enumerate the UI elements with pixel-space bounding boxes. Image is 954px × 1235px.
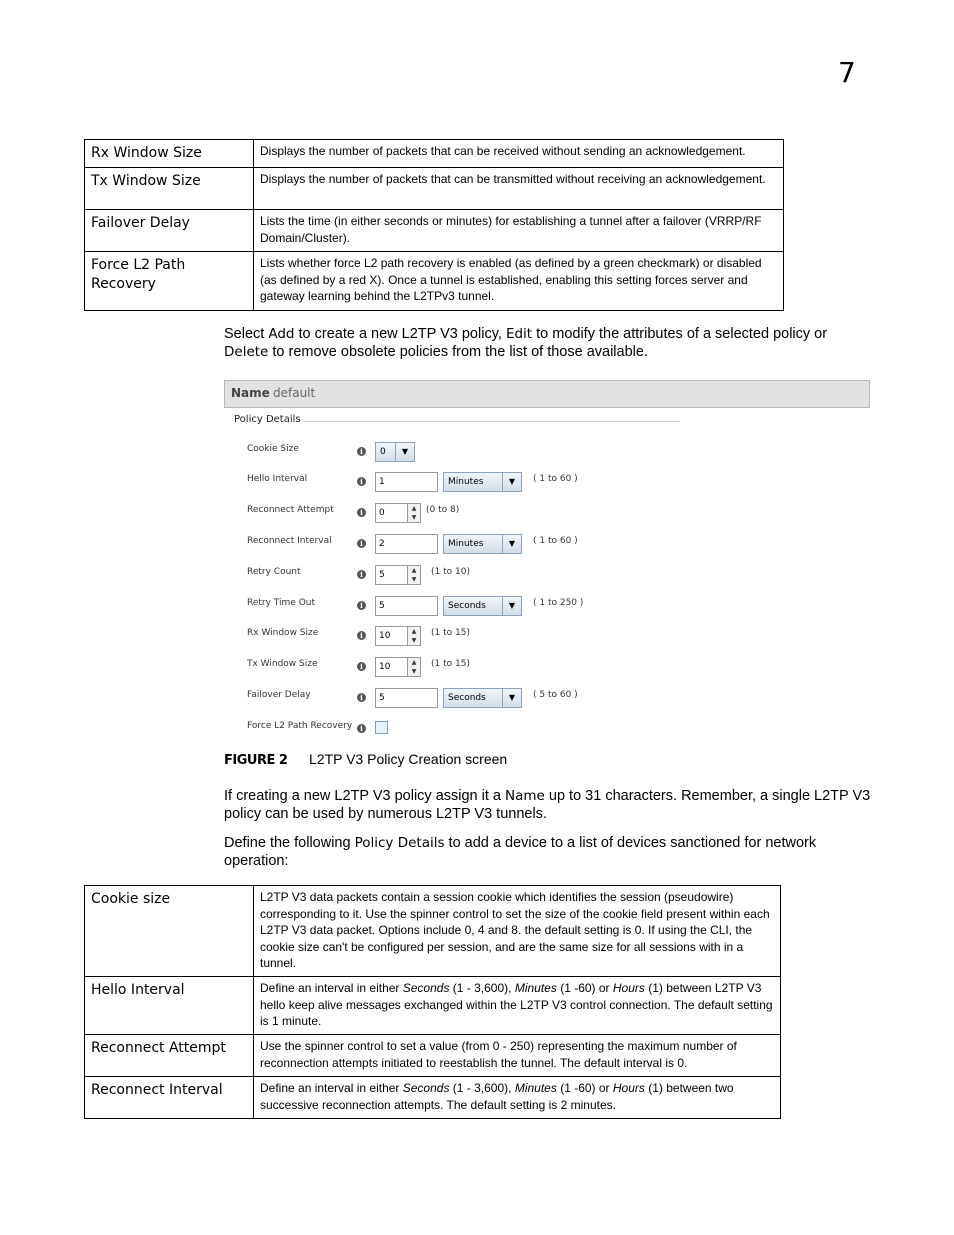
desc-cell: Lists whether force L2 path recovery is enabled (as defined by a green checkmark) or disabled (as defined by a red X). Once a tunnel is established, enabling this setting forces server and gateway learning behind the L2TPv3 tunnel. [254,252,784,311]
retry-time-out-unit-select[interactable] [443,596,522,616]
figure-caption [224,751,508,768]
reconnect-interval-unit-select[interactable] [443,534,522,554]
intro-paragraph [224,325,854,361]
table-row [85,977,781,1035]
hours-term: Hours [612,981,645,995]
seconds-term: Seconds [402,981,450,995]
info-icon[interactable]: i [357,508,366,517]
desc-cell: Displays the number of packets that can be received without sending an acknowledgement. [254,140,784,168]
force-l2-path-recovery-row [224,718,870,740]
text: (1 -60) or [556,981,613,995]
spinner-control[interactable] [407,565,421,585]
info-icon[interactable]: i [357,693,366,702]
minutes-term: Minutes [514,1081,557,1095]
text: If creating a new L2TP V3 policy assign it a [224,788,506,804]
field-label: Cookie Size [247,444,299,454]
field-label: Retry Count [247,567,301,577]
spin-down-icon[interactable]: ▼ [411,576,417,583]
term-cell: Rx Window Size [85,140,254,168]
term-cell: Reconnect Interval [85,1077,254,1119]
range-hint: ( 1 to 60 ) [533,474,578,484]
text: to create a new L2TP V3 policy, [294,326,506,342]
reconnect-interval-row [224,533,870,555]
spin-up-icon[interactable]: ▲ [411,659,417,666]
cookie-size-select[interactable] [375,442,415,462]
table-row [85,886,781,977]
figure-number: FIGURE 2 [224,753,288,768]
info-icon[interactable]: i [357,601,366,610]
spin-up-icon[interactable]: ▲ [411,628,417,635]
hello-interval-unit-select[interactable] [443,472,522,492]
text: to add a device to a list of devices sanctioned for network operation: [224,835,817,869]
spinner-control[interactable] [407,657,421,677]
name-keyword: Name [505,788,545,804]
range-hint: (1 to 15) [431,628,470,638]
chevron-down-icon: ▼ [502,473,521,491]
term-cell: Cookie size [85,886,254,977]
text: Define an interval in either [260,981,403,995]
delete-keyword: Delete [224,344,269,360]
chapter-number: 7 [838,56,856,89]
spin-down-icon[interactable]: ▼ [411,514,417,521]
text: to remove obsolete policies from the list of those available. [268,344,648,360]
hours-term: Hours [612,1081,645,1095]
field-label: Force L2 Path Recovery [247,721,353,731]
force-l2-path-recovery-checkbox[interactable] [375,721,388,734]
spinner-control[interactable] [407,626,421,646]
text: Define the following [224,835,355,851]
table-row [85,210,784,252]
policy-details-paragraph [224,834,864,870]
info-icon[interactable]: i [357,447,366,456]
chevron-down-icon: ▼ [502,535,521,553]
text: Define an interval in either [260,1081,403,1095]
range-hint: ( 5 to 60 ) [533,690,578,700]
info-icon[interactable]: i [357,631,366,640]
spin-up-icon[interactable]: ▲ [411,505,417,512]
reconnect-attempt-row [224,502,870,524]
spin-down-icon[interactable]: ▼ [411,637,417,644]
tx-window-size-input[interactable]: 10 [375,657,408,677]
field-label: Reconnect Attempt [247,505,334,515]
select-value: Seconds [448,601,486,611]
table-row [85,252,784,311]
retry-count-row [224,564,870,586]
field-label: Reconnect Interval [247,536,332,546]
table-row [85,1077,781,1119]
select-value: Seconds [448,693,486,703]
range-hint: (1 to 15) [431,659,470,669]
chevron-down-icon: ▼ [502,689,521,707]
text: (1 - 3,600), [449,1081,515,1095]
rx-window-size-row [224,625,870,647]
policy-details-keyword: Policy Details [354,835,445,851]
field-label: Failover Delay [247,690,311,700]
term-cell: Tx Window Size [85,168,254,210]
select-value: 0 [380,447,386,457]
section-divider [304,421,680,422]
term-cell: Hello Interval [85,977,254,1035]
edit-keyword: Edit [505,326,533,342]
name-bar [224,380,870,408]
select-value: Minutes [448,477,484,487]
rx-window-size-input[interactable]: 10 [375,626,408,646]
seconds-term: Seconds [402,1081,450,1095]
tx-window-size-row [224,656,870,678]
policy-details-title: Policy Details [234,414,301,425]
table-row [85,140,784,168]
range-hint: (1 to 10) [431,567,470,577]
definition-table-1 [84,139,784,311]
name-value: default [273,386,316,400]
figure-title: L2TP V3 Policy Creation screen [309,751,508,767]
failover-delay-row [224,687,870,709]
info-icon[interactable]: i [357,477,366,486]
failover-delay-unit-select[interactable] [443,688,522,708]
hello-interval-input[interactable]: 1 [375,472,438,492]
desc-cell: Use the spinner control to set a value (from 0 - 250) representing the maximum number of reconnection attempts initiated to reestablish the tunnel. The default interval is 0. [254,1035,781,1077]
table-row [85,1035,781,1077]
definition-table-2 [84,885,781,1119]
text: up to 31 characters. Remember, a single L2TP V3 policy can be used by numerous L2TP V3 tunnels. [224,788,871,822]
table-row [85,168,784,210]
spinner-control[interactable] [407,503,421,523]
reconnect-attempt-input[interactable]: 0 [375,503,408,523]
desc-cell: L2TP V3 data packets contain a session cookie which identifies the session (pseudowire) corresponding to it. Use the spinner control to set the size of the cookie field present within each L2TP V3 data packet. Options include 0, 4 and 8. the default setting is 0. If using the CLI, the cookie size can't be configured per session, and are the same size for all sessions with in a tunnel. [254,886,781,977]
field-label: Hello Interval [247,474,308,484]
info-icon[interactable]: i [357,724,366,733]
text: (1) between two successive reconnection attempts. The default setting is 2 minutes. [260,1081,734,1112]
info-icon[interactable]: i [357,539,366,548]
desc-cell [254,977,781,1035]
retry-time-out-input[interactable]: 5 [375,596,438,616]
range-hint: ( 1 to 250 ) [533,598,584,608]
reconnect-interval-input[interactable]: 2 [375,534,438,554]
retry-time-out-row [224,595,870,617]
chevron-down-icon: ▼ [395,443,414,461]
select-value: Minutes [448,539,484,549]
info-icon[interactable]: i [357,570,366,579]
desc-cell: Displays the number of packets that can be transmitted without receiving an acknowledgement. [254,168,784,210]
field-label: Rx Window Size [247,628,319,638]
cookie-size-row [224,441,870,463]
desc-cell: Lists the time (in either seconds or minutes) for establishing a tunnel after a failover (VRRP/RF Domain/Cluster). [254,210,784,252]
failover-delay-input[interactable]: 5 [375,688,438,708]
text: Select [224,326,269,342]
term-cell: Force L2 Path Recovery [85,252,254,311]
text: (1) between L2TP V3 hello keep alive messages exchanged within the L2TP V3 control connection. The default setting is 1 minute. [260,981,773,1028]
info-icon[interactable]: i [357,662,366,671]
add-keyword: Add [268,326,295,342]
l2tp-policy-screen [224,380,870,745]
name-label: Name [231,386,270,400]
spin-down-icon[interactable]: ▼ [411,668,417,675]
minutes-term: Minutes [514,981,557,995]
text: (1 - 3,600), [449,981,515,995]
range-hint: ( 1 to 60 ) [533,536,578,546]
spin-up-icon[interactable]: ▲ [411,567,417,574]
chevron-down-icon: ▼ [502,597,521,615]
term-cell: Failover Delay [85,210,254,252]
hello-interval-row [224,471,870,493]
field-label: Retry Time Out [247,598,316,608]
text: to modify the attributes of a selected policy or [532,326,828,342]
text: (1 -60) or [556,1081,613,1095]
range-hint: (0 to 8) [426,505,460,515]
field-label: Tx Window Size [247,659,318,669]
term-cell: Reconnect Attempt [85,1035,254,1077]
name-paragraph [224,787,874,823]
desc-cell [254,1077,781,1119]
retry-count-input[interactable]: 5 [375,565,408,585]
